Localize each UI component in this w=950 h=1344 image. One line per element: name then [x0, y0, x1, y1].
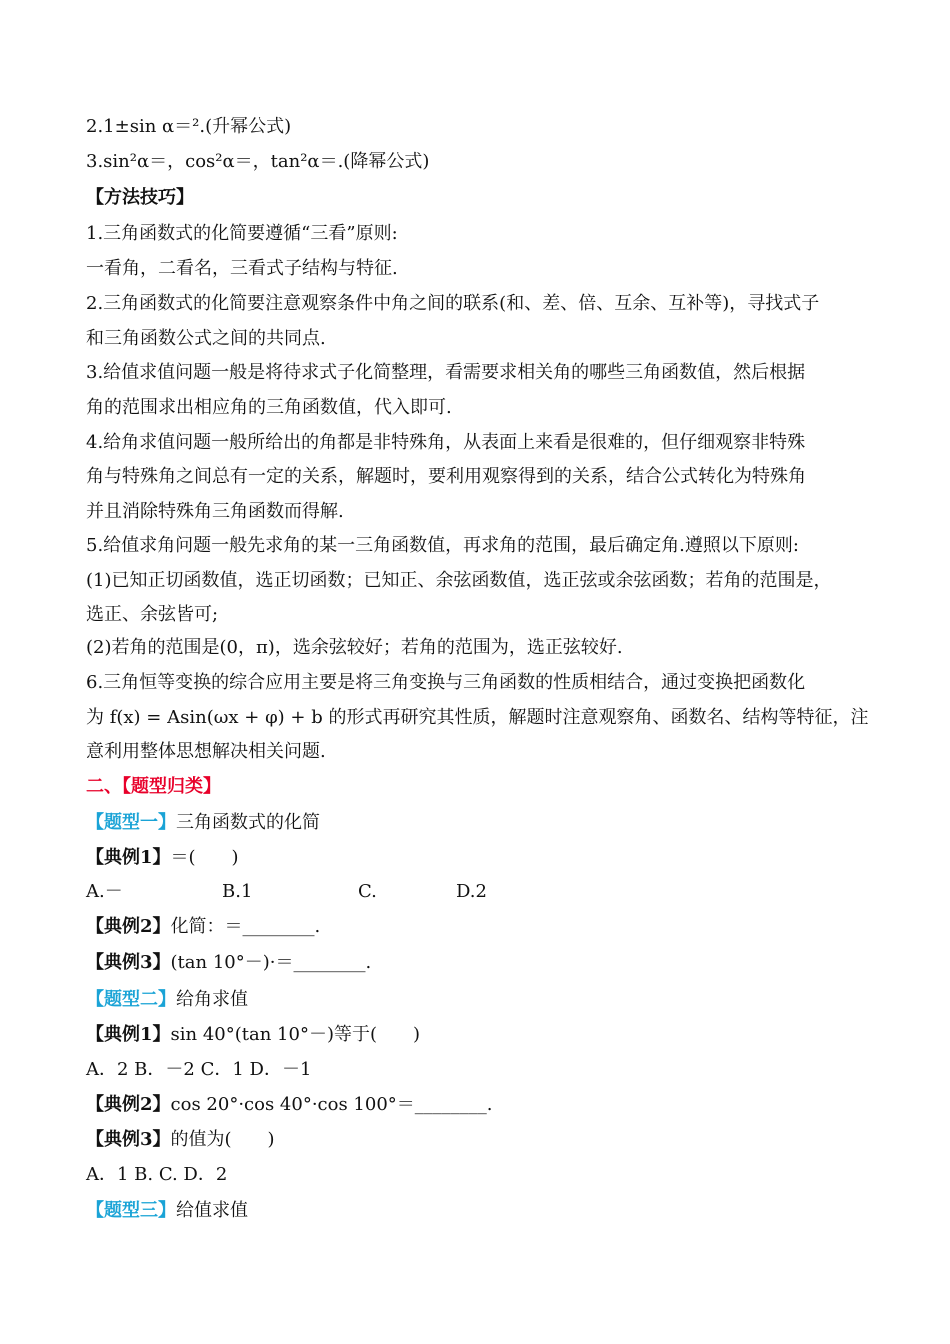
type-title: 给角求值: [176, 989, 248, 1010]
example-tag: 【典例3】: [86, 952, 171, 973]
text-line: 一看角，二看名，三看式子结构与特征.: [86, 258, 398, 279]
text-line: 3.给值求值问题一般是将待求式子化简整理，看需要求相关角的哪些三角函数值，然后根据: [86, 362, 806, 383]
example-text: 的值为( ): [170, 1129, 275, 1150]
text-line: (1)已知正切函数值，选正切函数；已知正、余弦函数值，选正弦或余弦函数；若角的范围是，: [86, 570, 832, 591]
type-heading-2: [86, 988, 248, 1012]
example-text: 化简：＝________.: [170, 916, 321, 937]
type-tag: 【题型一】: [86, 812, 176, 833]
option-c: C.: [358, 881, 377, 902]
example-text: (tan 10°－)·＝________.: [170, 952, 372, 973]
example-line: [86, 1128, 275, 1152]
example-text: ＝( ): [170, 847, 239, 868]
text-line: 为 f(x) = Asin(ωx + φ) + b 的形式再研究其性质，解题时注意观察角、函数名、结构等特征，注: [86, 707, 869, 728]
type-heading-1: [86, 811, 320, 835]
option-a: A.－: [86, 881, 123, 902]
section-heading-methods: 【方法技巧】: [86, 187, 194, 208]
example-line: [86, 951, 371, 975]
example-text: cos 20°·cos 40°·cos 100°＝________.: [170, 1094, 493, 1115]
options-line: [86, 880, 487, 904]
example-tag: 【典例1】: [86, 1024, 171, 1045]
text-line: 5.给值求角问题一般先求角的某一三角函数值，再求角的范围，最后确定角.遵照以下原则:: [86, 535, 799, 556]
text-line: 意利用整体思想解决相关问题.: [86, 741, 326, 762]
text-line: 2.三角函数式的化简要注意观察条件中角之间的联系(和、差、倍、互余、互补等)，寻找式子: [86, 293, 820, 314]
option-b: B.1: [222, 881, 253, 902]
example-tag: 【典例2】: [86, 1094, 171, 1115]
options-line: A．2 B．－2 C．1 D．－1: [86, 1059, 312, 1080]
options-line: A．1 B. C. D．2: [86, 1164, 228, 1185]
option-d: D.2: [456, 881, 487, 902]
type-title: 三角函数式的化简: [176, 812, 320, 833]
text-line: 角的范围求出相应角的三角函数值，代入即可.: [86, 397, 452, 418]
formula-line-1: 2.1±sin α＝².(升幂公式): [86, 116, 292, 137]
text-line: 4.给角求值问题一般所给出的角都是非特殊角，从表面上来看是很难的，但仔细观察非特殊: [86, 432, 806, 453]
example-tag: 【典例2】: [86, 916, 171, 937]
text-line: 角与特殊角之间总有一定的关系，解题时，要利用观察得到的关系，结合公式转化为特殊角: [86, 466, 806, 487]
type-heading-3: [86, 1199, 248, 1223]
type-tag: 【题型二】: [86, 989, 176, 1010]
example-line: [86, 1093, 493, 1117]
type-title: 给值求值: [176, 1200, 248, 1221]
text-line: 1.三角函数式的化简要遵循“三看”原则:: [86, 223, 398, 244]
text-line: 并且消除特殊角三角函数而得解.: [86, 501, 344, 522]
example-tag: 【典例3】: [86, 1129, 171, 1150]
example-line: [86, 846, 239, 870]
text-line: 和三角函数公式之间的共同点.: [86, 328, 326, 349]
example-line: [86, 1023, 420, 1047]
section-heading-types: 二、【题型归类】: [86, 776, 221, 797]
text-line: 6.三角恒等变换的综合应用主要是将三角变换与三角函数的性质相结合，通过变换把函数化: [86, 672, 806, 693]
example-tag: 【典例1】: [86, 847, 171, 868]
example-text: sin 40°(tan 10°－)等于( ): [170, 1024, 421, 1045]
text-line: 选正、余弦皆可;: [86, 604, 219, 625]
example-line: [86, 915, 320, 939]
formula-line-2: 3.sin²α＝，cos²α＝，tan²α＝.(降幂公式): [86, 151, 430, 172]
type-tag: 【题型三】: [86, 1200, 176, 1221]
text-line: (2)若角的范围是(0，π)，选余弦较好；若角的范围为，选正弦较好.: [86, 637, 623, 658]
